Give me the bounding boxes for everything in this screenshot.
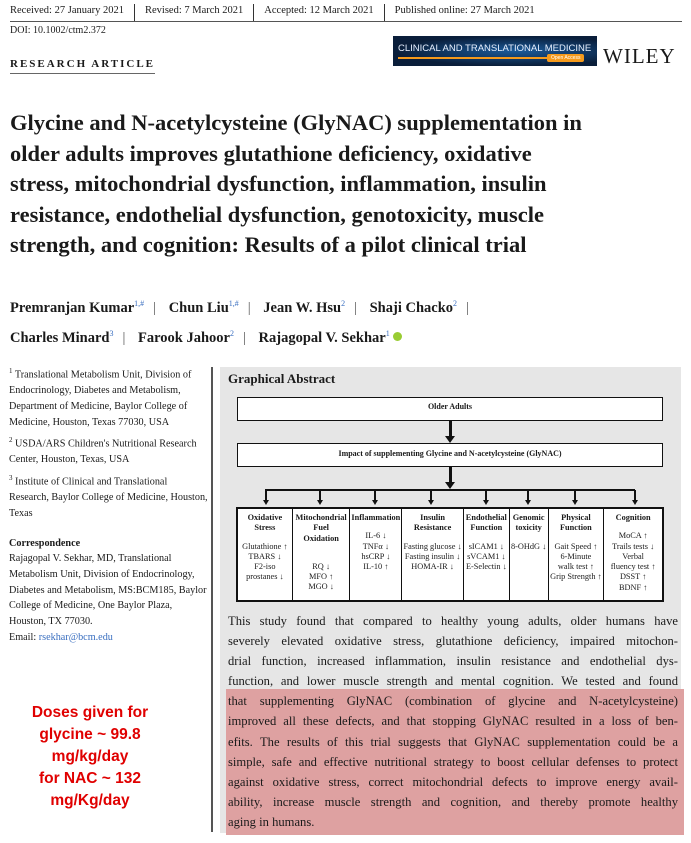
article-dates — [10, 4, 682, 22]
author[interactable]: Farook Jahoor$^2$ — [138, 328, 234, 346]
column-heading: Mitochondrial Fuel Oxidation — [295, 513, 347, 543]
author[interactable]: Shaji Chacko$^2$ — [369, 299, 458, 316]
outcome-item: Fasting glucose ↓ — [403, 541, 462, 551]
column-heading: Physical Function — [559, 513, 592, 533]
doi: DOI: 10.1002/ctm2.372 — [10, 25, 106, 36]
journal-banner — [393, 36, 597, 66]
outcome-item: IL-10 ↑ — [363, 562, 389, 572]
summary-line: that supplementing GlyNAC (combination of glycine and N-acetylcysteine) — [228, 694, 678, 709]
received-date: Received: 27 January 2021 — [10, 5, 125, 16]
journal-name: CLINICAL AND TRANSLATIONAL MEDICINE — [398, 43, 592, 54]
orcid-icon[interactable] — [393, 332, 402, 341]
summary-line: drial function, increased inflammation, insulin resistance and endothelial dys- — [228, 654, 678, 669]
outcome-column — [463, 509, 509, 600]
title-line: stress, mitochondrial dysfunction, inflammation, insulin — [10, 171, 547, 196]
correspondence-text: Rajagopal V. Sekhar, MD, Translational Metabolism Unit, Division of Endocrinology, Diabetes and Metabolism, MS:BCM185, Baylor College of Medicine, One Baylor Plaza, Houston, TX 77030. Email: rsekhar@bcm.edu — [9, 553, 207, 643]
outcome-item — [293, 552, 350, 562]
outcome-item: MFO ↑ — [309, 572, 334, 582]
arrow-down-icon — [449, 421, 452, 437]
column-divider — [211, 367, 213, 832]
outcome-item: F2-iso — [254, 562, 276, 572]
column-heading: Endothelial Function — [465, 513, 507, 533]
outcome-column — [603, 509, 662, 600]
author[interactable]: Premranjan Kumar$^{1,\#}$ — [10, 299, 145, 316]
dose-annotation: Doses given for glycine ~ 99.8 mg/kg/day for NAC ~ 132 mg/Kg/day — [31, 704, 149, 809]
outcome-item: RQ ↓ — [312, 561, 330, 571]
outcome-item: Fasting insulin ↓ — [404, 551, 461, 561]
arrow-down-icon — [485, 490, 487, 501]
outcome-item: HOMA-IR ↓ — [411, 562, 454, 572]
arrow-down-icon — [374, 490, 376, 501]
outcome-item: TBARS ↓ — [248, 551, 282, 561]
summary-line: improved all these defects, and that stopping GlyNAC resulted in a loss of ben- — [228, 714, 678, 729]
outcome-item: 8-OHdG ↓ — [510, 541, 547, 551]
accepted-date: Accepted: 12 March 2021 — [253, 4, 383, 21]
author[interactable]: Rajagopal V. Sekhar$^1$ — [258, 328, 390, 346]
column-heading: Oxidative Stress — [247, 513, 283, 533]
arrow-down-icon — [634, 490, 636, 501]
summary-line: ability, increase muscle strength and cognition, and thereby promote healthy — [228, 794, 678, 809]
outcome-item: TNFα ↓ — [362, 541, 389, 551]
outcome-column — [238, 509, 292, 600]
outcome-item: fluency test ↑ — [610, 562, 656, 572]
outcome-item: walk test ↑ — [557, 562, 594, 572]
outcome-item: Grip Strength ↑ — [550, 572, 602, 582]
arrow-down-icon — [574, 490, 576, 501]
outcome-item: E-Selectin ↓ — [465, 562, 507, 572]
outcome-item: Trails tests ↓ — [612, 541, 655, 551]
outcome-item: Verbal — [622, 551, 644, 561]
column-heading: Inflammation — [351, 513, 401, 522]
author-list: Premranjan Kumar$^{1,\#}$ | Chun Liu$^{1,\#}$ | Jean W. Hsu$^2$ | Shaji Chacko$^2$ | Charles Minard$^3$ | Farook Jahoor$^2$ | Rajagopal V. Sekhar$^1$ — [10, 299, 469, 346]
outcome-item: MGO ↓ — [308, 582, 334, 592]
abstract-summary — [228, 611, 678, 832]
outcome-item: Glutathione ↑ — [242, 541, 288, 551]
older-adults-box: Older Adults — [237, 397, 663, 421]
outcome-column — [401, 509, 463, 600]
arrow-down-icon — [430, 490, 432, 501]
author[interactable]: Chun Liu$^{1,\#}$ — [168, 299, 239, 316]
arrow-down-icon — [265, 490, 267, 501]
outcome-item: 6-Minute — [560, 551, 592, 561]
open-access-badge: Open Access — [547, 54, 584, 62]
revised-date: Revised: 7 March 2021 — [134, 4, 253, 21]
outcome-item: sVCAM1 ↓ — [467, 551, 506, 561]
arrow-down-icon — [527, 490, 529, 501]
author[interactable]: Jean W. Hsu$^2$ — [263, 299, 346, 316]
email-link[interactable]: rsekhar@bcm.edu — [38, 631, 113, 643]
summary-line: severely elevated oxidative stress, glutathione deficiency, impaired mitochon- — [228, 634, 678, 649]
outcome-item: prostanes ↓ — [246, 572, 284, 582]
branch-line — [265, 489, 635, 491]
glynac-box: Impact of supplementing Glycine and N-acetylcysteine (GlyNAC) — [237, 443, 663, 467]
outcome-item: hsCRP ↓ — [361, 551, 391, 561]
article-title — [10, 108, 680, 261]
affiliation: $^3$ Institute of Clinical and Translational Research, Baylor College of Medicine, Houston, Texas — [9, 474, 208, 519]
summary-line: simple, safe and effective nutritional strategy to boost cellular defenses to protect — [228, 754, 678, 769]
title-line: older adults improves glutathione deficiency, oxidative — [10, 140, 532, 166]
outcome-item: BDNF ↑ — [618, 582, 648, 592]
author[interactable]: Charles Minard$^3$ — [10, 328, 114, 346]
column-heading: Insulin Resistance — [413, 513, 452, 533]
title-line: resistance, endothelial dysfunction, genotoxicity, muscle — [10, 201, 544, 227]
outcome-column — [548, 509, 604, 600]
published-date: Published online: 27 March 2021 — [384, 4, 545, 21]
column-heading: Cognition — [615, 513, 651, 522]
publisher-logo: WILEY — [603, 44, 676, 68]
outcome-column — [292, 509, 350, 600]
summary-line: against oxidative stress, correct mitochondrial defects to improve energy avail- — [228, 774, 678, 789]
summary-line: This study found that compared to healthy young adults, older humans have — [228, 614, 678, 628]
outcomes-table — [236, 507, 664, 602]
summary-line: function, and lower muscle strength and mental cognition. We tested and found — [228, 674, 678, 689]
affiliation: $^2$ USDA/ARS Children's Nutritional Research Center, Houston, Texas, USA — [9, 436, 197, 466]
arrow-down-icon — [449, 467, 452, 483]
outcome-column — [349, 509, 401, 600]
outcome-item: sICAM1 ↓ — [468, 541, 504, 551]
column-heading: Genomic toxicity — [512, 513, 545, 533]
arrow-down-icon — [319, 490, 321, 501]
affiliations-column — [9, 364, 209, 648]
graphical-abstract-heading: Graphical Abstract — [228, 371, 336, 386]
title-line: Glycine and N-acetylcysteine (GlyNAC) supplementation in — [10, 110, 582, 135]
outcome-item: MoCA ↑ — [618, 531, 648, 541]
title-line: strength, and cognition: Results of a pilot clinical trial — [10, 232, 527, 257]
banner-bar — [398, 57, 548, 59]
outcome-item: Gait Speed ↑ — [554, 541, 598, 551]
affiliation: $^1$ Translational Metabolism Unit, Division of Endocrinology, Diabetes and Metabolism, Department of Medicine, Baylor College of Medicine, Houston, Texas 77030, USA — [9, 367, 192, 428]
summary-line: aging in humans. — [228, 814, 315, 829]
outcome-item: DSST ↑ — [619, 572, 647, 582]
summary-line: efits. The results of this trial suggests that GlyNAC supplementation could be a — [228, 734, 678, 749]
article-type: RESEARCH ARTICLE — [10, 58, 155, 74]
outcome-item: IL-6 ↓ — [365, 531, 387, 541]
outcome-column — [509, 509, 548, 600]
correspondence-heading: Correspondence — [9, 537, 81, 549]
